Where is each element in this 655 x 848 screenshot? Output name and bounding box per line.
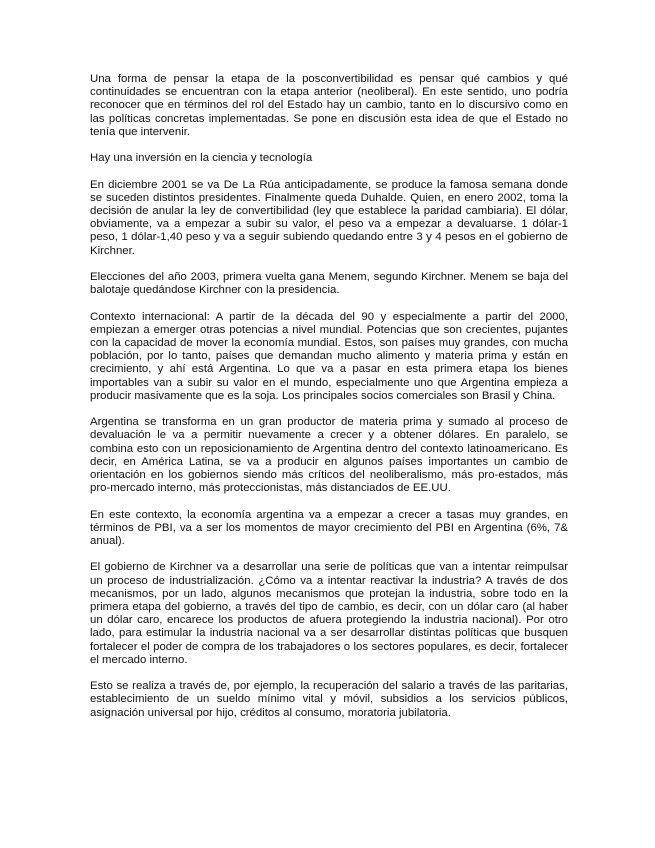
paragraph-industrializacion: El gobierno de Kirchner va a desarrollar una serie de políticas que van a intentar reimpulsar un proceso de industrialización. ¿Cómo va a intentar reactivar la industria? A través de dos mecanismos, por un lado, algunos mecanismos que protejan la industria, sobre todo en la primera etapa del gobierno, a través del tipo de cambio, es decir, con un dólar caro (al haber un dólar caro, encarece los productos de afuera protegiendo la industria nacional). Por otro lado, para estimular la industria nacional va a ser desarrollar distintas políticas que busquen fortalecer el poder de compra de los trabajadores o los sectores populares, es decir, fortalecer el mercado interno.	[90, 561, 568, 666]
paragraph-ciencia-tecnologia: Hay una inversión en la ciencia y tecnología	[90, 152, 313, 165]
paragraph-elecciones-2003: Elecciones del año 2003, primera vuelta gana Menem, segundo Kirchner. Menem se baja del balotaje quedándose Kirchner con la presidencia.	[90, 271, 568, 297]
paragraph-contexto-internacional: Contexto internacional: A partir de la década del 90 y especialmente a partir del 2000, empiezan a emerger otras potencias a nivel mundial. Potencias que son crecientes, pujantes con la capacidad de mover la economía mundial. Estos, son países muy grandes, con mucha población, por lo tanto, países que demandan mucho alimento y materia prima y están en crecimiento, y ahí está Argentina. Lo que va a pasar en esta primera etapa los bienes importables van a subir su valor en el mundo, especialmente uno que Argentina empieza a producir masivamente que es la soja. Los principales socios comerciales son Brasil y China.	[90, 310, 568, 402]
paragraph-posconvertibilidad: Una forma de pensar la etapa de la posconvertibilidad es pensar qué cambios y qué continuidades se encuentran con la etapa anterior (neoliberal). En este sentido, uno podría reconocer que en términos del rol del Estado hay un cambio, tanto en lo discursivo como en las políticas concretas implementadas. Se pone en discusión esta idea de que el Estado no tenía que intervenir.	[90, 73, 568, 138]
paragraph-politicas-salario: Esto se realiza a través de, por ejemplo, la recuperación del salario a través de las paritarias, establecimiento de un sueldo mínimo vital y móvil, subsidios a los servicios públicos, asignación universal por hijo, créditos al consumo, moratoria jubilatoria.	[90, 680, 568, 719]
paragraph-diciembre-2001: En diciembre 2001 se va De La Rúa anticipadamente, se produce la famosa semana donde se suceden distintos presidentes. Finalmente queda Duhalde. Quien, en enero 2002, toma la decisión de anular la ley de convertibilidad (ley que establece la paridad cambiaria). El dólar, obviamente, va a empezar a subir su valor, el peso va a empezar a devaluarse. 1 dólar-1 peso, 1 dólar-1,40 peso y va a seguir subiendo quedando entre 3 y 4 pesos en el gobierno de Kirchner.	[90, 178, 568, 257]
paragraph-materia-prima: Argentina se transforma en un gran productor de materia prima y sumado al proceso de devaluación le va a permitir nuevamente a crecer y a obtener dólares. En paralelo, se combina esto con un reposicionamiento de Argentina dentro del contexto latinoamericano. Es decir, en América Latina, se va a producir en algunos países importantes un cambio de orientación en los gobiernos siendo más críticos del neoliberalismo, más pro-estados, más pro-mercado interno, más proteccionistas, más distanciados de EE.UU.	[90, 416, 568, 495]
paragraph-crecimiento-pbi: En este contexto, la economía argentina va a empezar a crecer a tasas muy grandes, en términos de PBI, va a ser los momentos de mayor crecimiento del PBI en Argentina (6%, 7& anual).	[90, 508, 568, 548]
document-page	[90, 73, 568, 733]
